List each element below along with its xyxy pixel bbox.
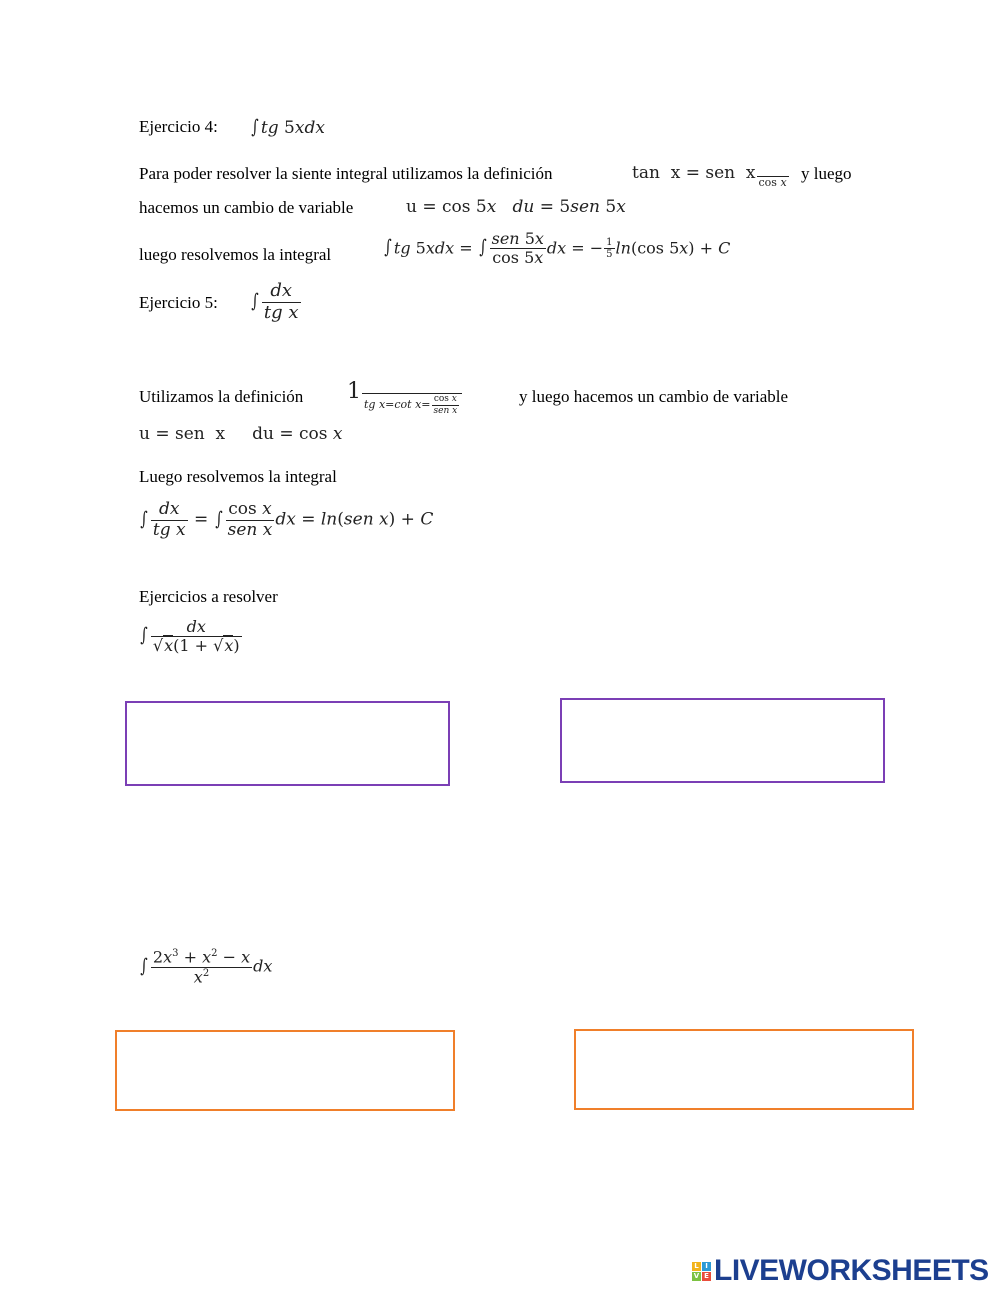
resolver-title: [139, 587, 278, 607]
cambio-variable-4: u = cos 5x du = 5sen 5x: [406, 197, 626, 217]
ejercicio-5-title: [139, 293, 218, 313]
answer-box-1[interactable]: [125, 701, 450, 786]
ejercicio-5-label: Ejercicio 5:: [139, 293, 218, 312]
cot-definition: 1 tg x=cot x= $\frac{\text{cos x}}{\text{sen x}}$: [347, 379, 463, 416]
ejercicio-5-para-2: [139, 467, 337, 487]
logo-mark-i: I: [702, 1262, 711, 1271]
para-text: hacemos un cambio de variable: [139, 198, 354, 217]
tan-definition: tan x = sen x cos x: [632, 163, 787, 189]
ejercicio-4-para-1-end: [801, 164, 852, 184]
resolver-integral-2: ∫ $\frac{2x^3 + x^2 - x}{x^2}$ dx: [140, 947, 273, 987]
logo-mark-v: V: [693, 1271, 700, 1280]
ejercicio-5-integral: ∫ $\frac{dx}{\text{tg x}}$: [251, 280, 299, 323]
para-text: Utilizamos la definición: [139, 387, 304, 406]
ejercicio-5-solution: ∫ $\frac{dx}{\text{tg x}}$ = ∫ $\frac{\text{cos x}}{\text{sen x}}$ dx = ln(sen x) + C: [140, 499, 434, 540]
ejercicio-4-para-2: [139, 198, 353, 218]
para-text: Luego resolvemos la integral: [139, 467, 337, 486]
logo-mark-l: L: [692, 1262, 701, 1271]
answer-box-2[interactable]: [560, 698, 885, 783]
logo-mark-icon: [692, 1262, 711, 1281]
ejercicio-4-solution: ∫ tg 5xdx = ∫ $\frac{\text{sen 5x}}{\cos 5x}$ dx = − $\frac{1}{5}$ ln(cos 5x) + C: [384, 229, 731, 268]
ejercicio-4-label: Ejercicio 4:: [139, 117, 218, 136]
logo-text: LIVEWORKSHEETS: [714, 1254, 989, 1287]
ejercicio-4-title: [139, 117, 218, 137]
resolver-title-text: Ejercicios a resolver: [139, 587, 278, 606]
ejercicio-5-para-1-end: [519, 387, 788, 407]
resolver-integral-1: ∫ $\frac{dx}{√x(1 + √x)}$: [140, 617, 240, 656]
para-text-end: y luego: [801, 164, 852, 183]
ejercicio-4-integral: ∫ tg 5xdx: [251, 116, 325, 138]
para-text: Para poder resolver la siente integral utilizamos la definición: [139, 164, 553, 183]
ejercicio-4-para-1: [139, 164, 553, 184]
ejercicio-4-para-3: [139, 245, 331, 265]
para-text: luego resolvemos la integral: [139, 245, 332, 264]
ejercicio-5-para-1: [139, 387, 303, 407]
liveworksheets-logo: [692, 1254, 989, 1288]
cambio-variable-5: u = sen x du = cos x: [139, 424, 343, 444]
answer-box-4[interactable]: [574, 1029, 914, 1110]
para-text-end: y luego hacemos un cambio de variable: [519, 387, 789, 406]
logo-mark-e: E: [702, 1272, 711, 1281]
answer-box-3[interactable]: [115, 1030, 455, 1111]
